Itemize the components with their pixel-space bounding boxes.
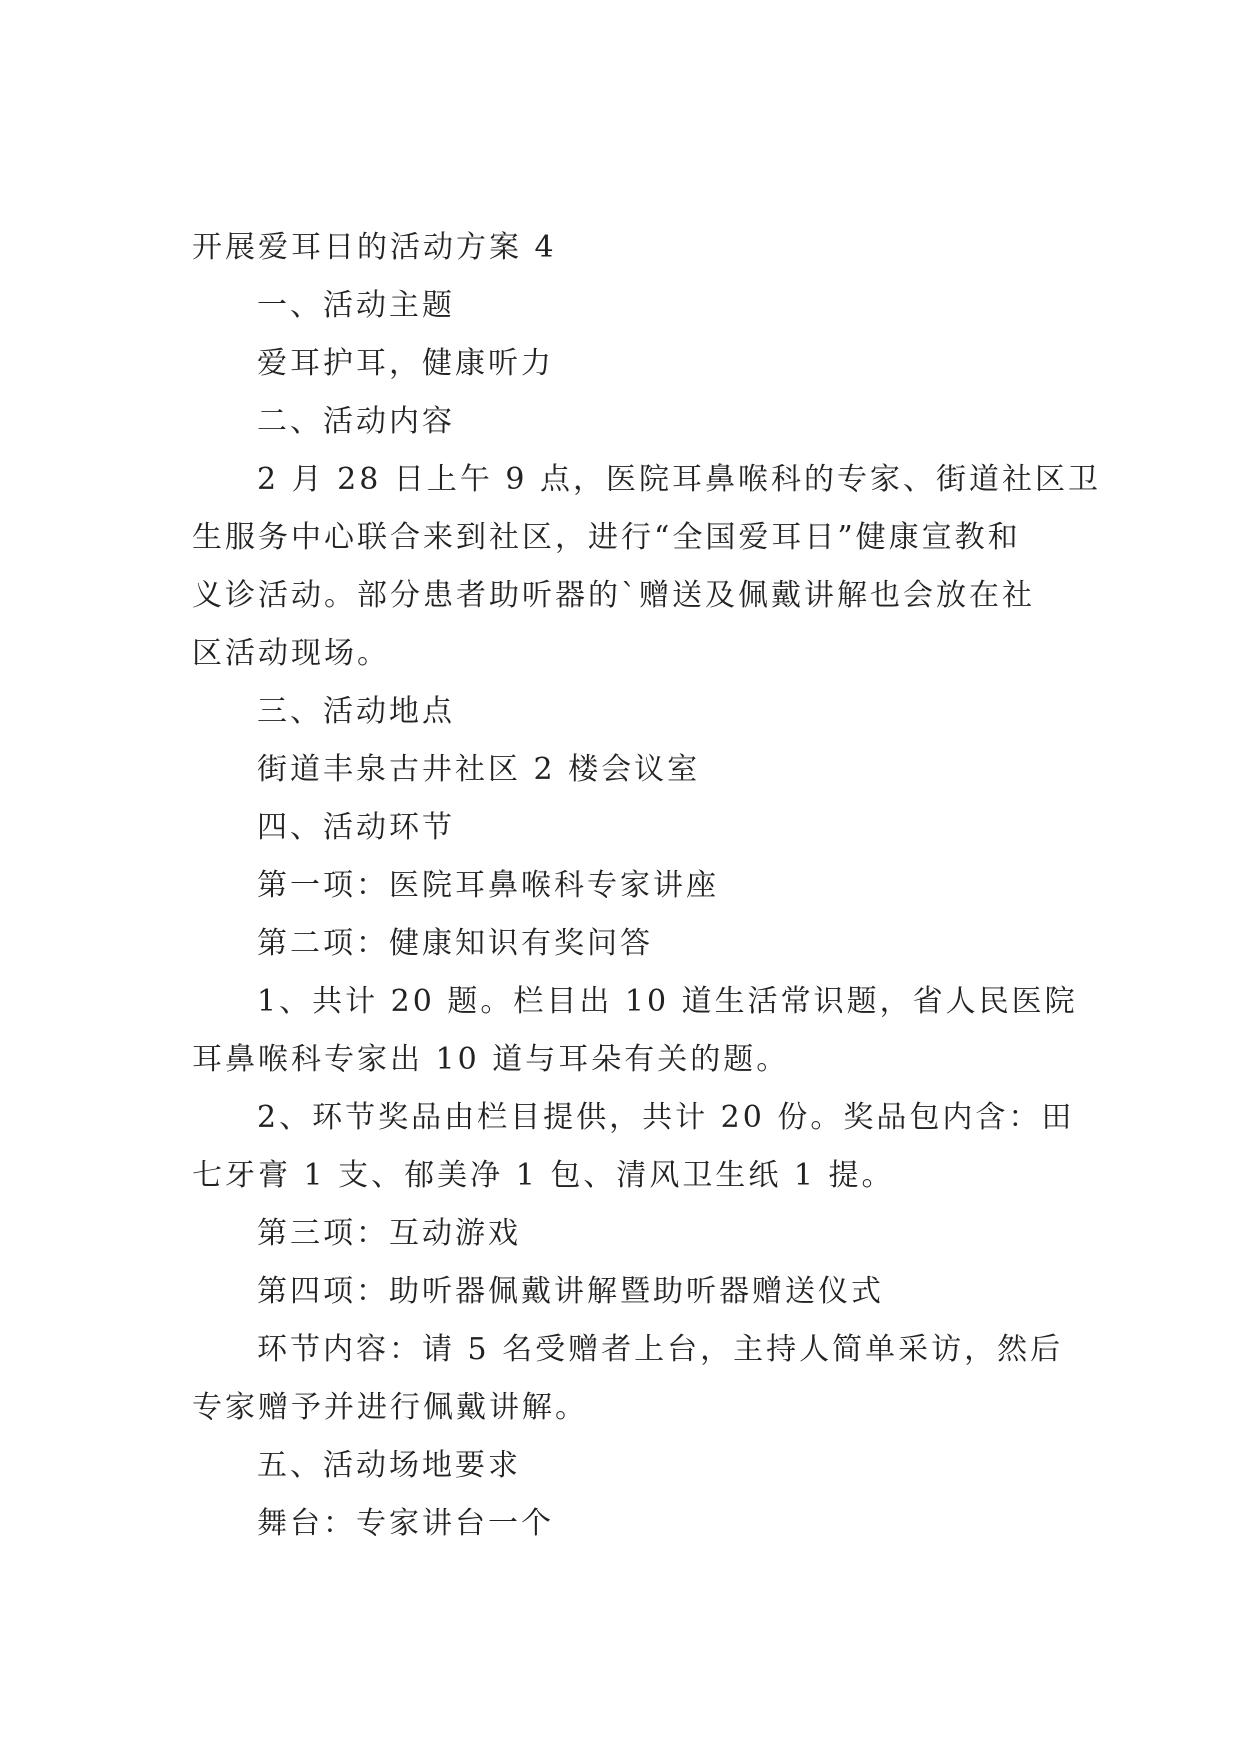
- text-line: 舞台：专家讲台一个: [257, 1506, 554, 1541]
- text-line: 耳鼻喉科专家出 10 道与耳朵有关的题。: [192, 1042, 790, 1077]
- document-title: 开展爱耳日的活动方案 4: [192, 230, 557, 265]
- text-line: 环节内容：请 5 名受赠者上台，主持人简单采访，然后: [257, 1332, 1064, 1367]
- text-line: 街道丰泉古井社区 2 楼会议室: [257, 752, 701, 787]
- text-line: 七牙膏 1 支、郁美净 1 包、清风卫生纸 1 提。: [192, 1158, 895, 1193]
- document-lines: [192, 277, 1102, 1553]
- text-line: 爱耳护耳，健康听力: [257, 346, 554, 381]
- text-line: 2 月 28 日上午 9 点，医院耳鼻喉科的专家、街道社区卫: [257, 462, 1102, 497]
- text-line: 四、活动环节: [257, 810, 455, 845]
- text-line: 一、活动主题: [257, 288, 455, 323]
- document-body: [192, 219, 1102, 1553]
- text-line: 二、活动内容: [257, 404, 455, 439]
- text-line: 专家赠予并进行佩戴讲解。: [192, 1390, 588, 1425]
- text-line: 第四项：助听器佩戴讲解暨助听器赠送仪式: [257, 1274, 884, 1309]
- text-line: 义诊活动。部分患者助听器的`赠送及佩戴讲解也会放在社: [192, 578, 1035, 613]
- text-line: 第一项：医院耳鼻喉科专家讲座: [257, 868, 719, 903]
- text-line: 生服务中心联合来到社区，进行“全国爱耳日”健康宣教和: [192, 520, 1021, 555]
- text-line: 区活动现场。: [192, 636, 390, 671]
- text-line: 三、活动地点: [257, 694, 455, 729]
- text-line: 第三项：互动游戏: [257, 1216, 521, 1251]
- text-line: 第二项：健康知识有奖问答: [257, 926, 653, 961]
- text-line: 五、活动场地要求: [257, 1448, 521, 1483]
- text-line: 2、环节奖品由栏目提供，共计 20 份。奖品包内含：田: [257, 1100, 1075, 1135]
- text-line: 1、共计 20 题。栏目出 10 道生活常识题，省人民医院: [257, 984, 1078, 1019]
